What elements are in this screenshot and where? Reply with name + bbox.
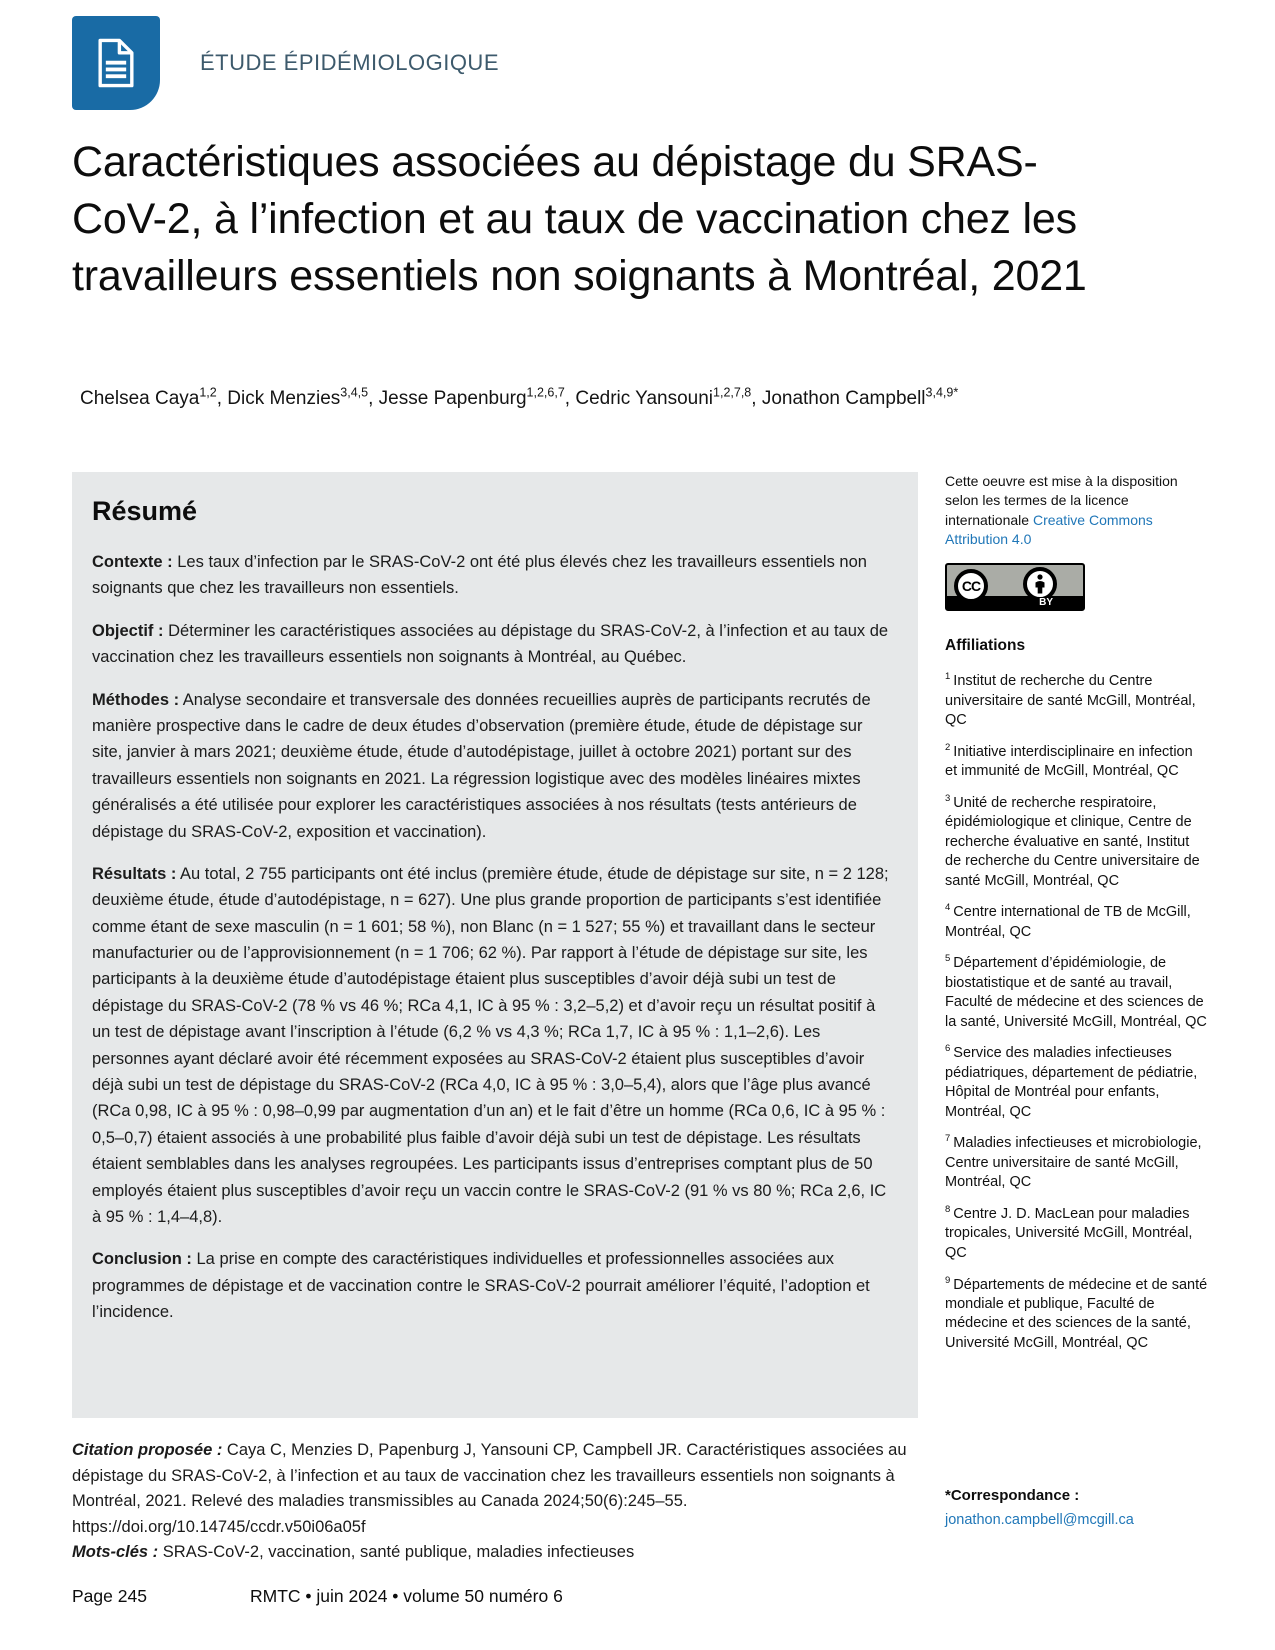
author-affiliation-sup: 1,2,6,7: [526, 386, 565, 400]
affiliation-item: $^3$ Unité de recherche respiratoire, épidémiologique et clinique, Centre de recherche évaluative en santé, Institut de recherche du Centre universitaire de santé McGill, Montréal, QC: [945, 792, 1200, 889]
author: Cedric Yansouni$^{1,2,7,8}$,: [575, 386, 762, 410]
sidebar: [945, 472, 1208, 1365]
suggested-citation: Citation proposée : Caya C, Menzies D, Papenburg J, Yansouni CP, Campbell JR. Caractéristiques associées au dépistage du SRAS-CoV-2, à l’infection et au taux de vaccination chez les travailleurs essentiels non soignants à Montréal, 2021. Relevé des maladies transmissibles au Canada 2024;50(6):245–55.: [72, 1441, 907, 1511]
page-number: Page 245: [72, 1586, 147, 1606]
document-icon: [72, 16, 160, 110]
author: Jonathon Campbell$^{3,4,9*}$: [761, 386, 959, 410]
cc-by-badge: [945, 563, 1085, 611]
abstract-paragraph-objectif: Objectif : Déterminer les caractéristiques associées au dépistage du SRAS-CoV-2, à l’infection et au taux de vaccination chez les travailleurs essentiels non soignants à Montréal, au Québec.: [92, 621, 889, 667]
citation-block: [72, 1438, 918, 1566]
journal-issue-line: RMTC • juin 2024 • volume 50 numéro 6: [250, 1586, 563, 1606]
affiliations-heading: Affiliations: [945, 637, 1026, 655]
author: Chelsea Caya$^{1,2}$,: [80, 386, 228, 410]
cc-logo-icon: CC: [954, 569, 988, 603]
affiliation-item: $^8$ Centre J. D. MacLean pour maladies tropicales, Université McGill, Montréal, QC: [945, 1203, 1193, 1261]
license-note: Cette oeuvre est mise à la disposition selon les termes de la licence internationale Creative Commons Attribution 4.0: [945, 473, 1178, 547]
abstract-paragraph-resultats: Résultats : Au total, 2 755 participants ont été inclus (première étude, étude de dépistage sur site, n = 2 128; deuxième étude, étude d’autodépistage, n = 627). Une plus grande proportion de participants s’est identifiée comme étant de sexe masculin (n = 1 601; 58 %), non Blanc (n = 1 527; 55 %) et travaillant dans le secteur manufacturier ou de l’approvisionnement (n = 1 706; 62 %). Par rapport à l’étude de dépistage sur site, les participants à la deuxième étude d’autodépistage étaient plus susceptibles d’avoir déjà subi un test de dépistage du SRAS-CoV-2 (78 % vs 46 %; RCa 4,1, IC à 95 % : 3,2–5,2) et d’avoir reçu un résultat positif à un test de dépistage avant l’inscription à l’étude (6,2 % vs 4,3 %; RCa 1,7, IC à 95 % : 1,1–2,6). Les personnes ayant déclaré avoir été récemment exposées au SRAS-CoV-2 étaient plus susceptibles d’avoir déjà subi un test de dépistage du SRAS-CoV-2 (RCa 4,0, IC à 95 % : 3,0–5,4), alors que l’âge plus avancé (RCa 0,98, IC à 95 % : 0,98–0,99 par augmentation d’un an) et le fait d’être un homme (RCa 0,6, IC à 95 % : 0,5–0,7) étaient associés à une probabilité plus faible d’avoir déjà subi un test de dépistage. Les résultats étaient semblables dans les analyses regroupées. Les participants issus d’entreprises comptant plus de 50 employés étaient plus susceptibles d’avoir reçu un vaccin contre le SRAS-CoV-2 (91 % vs 80 %; RCa 2,6, IC à 95 % : 1,4–4,8).: [92, 864, 889, 1226]
abstract-paragraph-contexte: Contexte : Les taux d’infection par le SRAS-CoV-2 ont été plus élevés chez les travailleurs essentiels non soignants que chez les travailleurs non essentiels.: [92, 553, 867, 598]
authors-line: [80, 386, 1200, 410]
correspondence-label: *Correspondance :: [945, 1487, 1080, 1504]
article-title: Caractéristiques associées au dépistage du SRAS-CoV-2, à l’infection et au taux de vaccination chez les travailleurs essentiels non soignants à Montréal, 2021: [72, 138, 1087, 300]
cc-by-label: BY: [1039, 597, 1053, 609]
abstract-box: [72, 472, 918, 1418]
author-affiliation-sup: 1,2: [199, 386, 217, 400]
keywords-line: Mots-clés : SRAS-CoV-2, vaccination, santé publique, maladies infectieuses: [72, 1543, 635, 1562]
article-type-header: [72, 16, 499, 110]
author-affiliation-sup: 3,4,5: [340, 386, 369, 400]
affiliation-item: $^2$ Initiative interdisciplinaire en infection et immunité de McGill, Montréal, QC: [945, 741, 1193, 780]
creative-commons-link[interactable]: Creative Commons Attribution 4.0: [945, 511, 1153, 547]
affiliation-item: $^9$ Départements de médecine et de santé mondiale et publique, Faculté de médecine et des sciences de la santé, Université McGill, Montréal, QC: [945, 1274, 1208, 1352]
doi-text: https://doi.org/10.14745/ccdr.v50i06a05f: [72, 1517, 366, 1536]
affiliation-item: $^7$ Maladies infectieuses et microbiologie, Centre universitaire de santé McGill, Montréal, QC: [945, 1133, 1202, 1191]
abstract-paragraph-methodes: Méthodes : Analyse secondaire et transversale des données recueillies auprès de participants recrutés de manière prospective dans le cadre de deux études d’observation (première étude, étude de dépistage sur site, janvier à mars 2021; deuxième étude, étude d’autodépistage, juillet à octobre 2021) portant sur des travailleurs essentiels non soignants en 2021. La régression logistique avec des modèles linéaires mixtes généralisés a été utilisée pour explorer les caractéristiques associées à nos résultats (tests antérieurs de dépistage du SRAS-CoV-2, exposition et vaccination).: [92, 690, 871, 841]
author-affiliation-sup: 1,2,7,8: [713, 386, 752, 400]
affiliation-item: $^6$ Service des maladies infectieuses pédiatriques, département de pédiatrie, Hôpital de Montréal pour enfants, Montréal, QC: [945, 1043, 1198, 1120]
abstract-heading: Résumé: [92, 496, 198, 526]
author: Jesse Papenburg$^{1,2,6,7}$,: [378, 386, 576, 410]
affiliation-item: $^1$ Institut de recherche du Centre universitaire de santé McGill, Montréal, QC: [945, 671, 1196, 729]
affiliation-item: $^4$ Centre international de TB de McGill, Montréal, QC: [945, 902, 1191, 940]
affiliation-item: $^5$ Département d’épidémiologie, de biostatistique et de santé au travail, Faculté de médecine et des sciences de la santé, Université McGill, Montréal, QC: [945, 953, 1207, 1030]
correspondence-email-link[interactable]: jonathon.campbell@mcgill.ca: [945, 1512, 1134, 1528]
author: Dick Menzies$^{3,4,5}$,: [227, 386, 379, 410]
article-category-label: ÉTUDE ÉPIDÉMIOLOGIQUE: [200, 50, 499, 75]
abstract-paragraph-conclusion: Conclusion : La prise en compte des caractéristiques individuelles et professionnelles associées aux programmes de dépistage et de vaccination contre le SRAS-CoV-2 pourrait améliorer l’équité, l’adoption et l’incidence.: [92, 1250, 870, 1322]
correspondence-block: [945, 1487, 1208, 1528]
author-affiliation-sup: 3,4,9*: [925, 386, 959, 400]
